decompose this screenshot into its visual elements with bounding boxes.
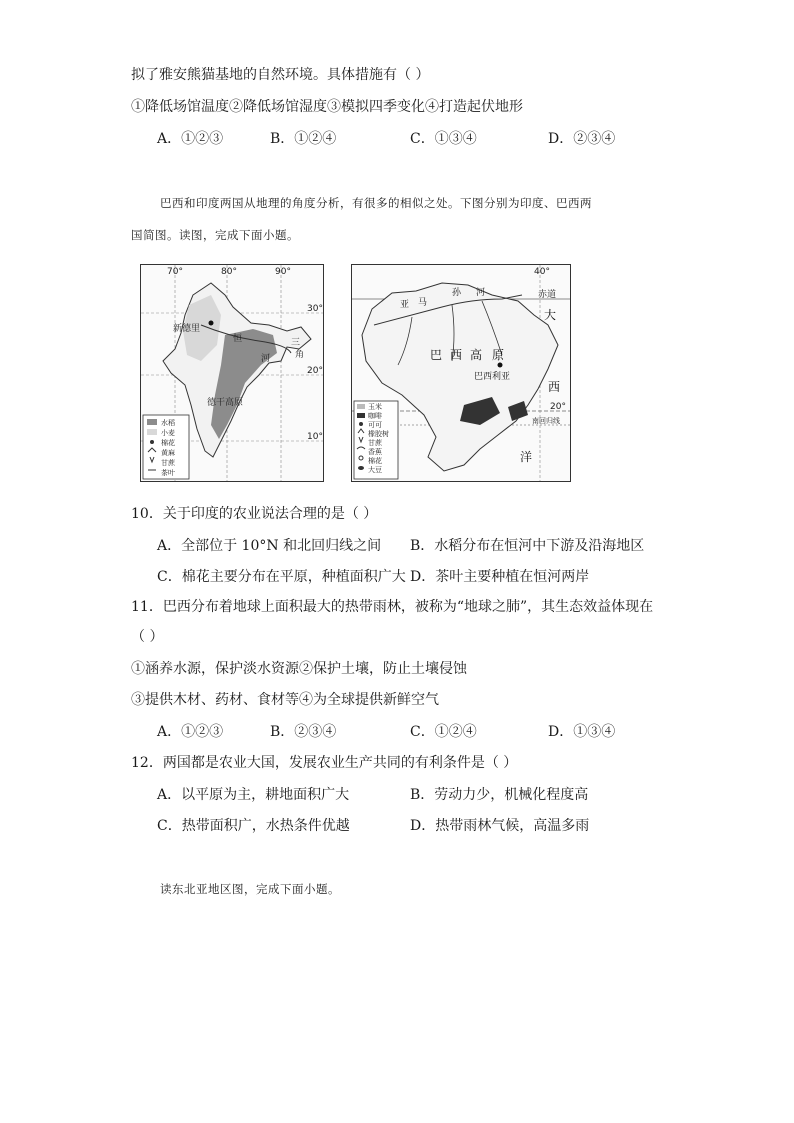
lat-label-20: 20° [550, 402, 566, 412]
intro-option-a: A．①②③ [157, 131, 224, 147]
legend-cotton-swatch [150, 440, 154, 444]
label-deccan: 德干高原 [207, 398, 244, 408]
label-sun: 孙 [452, 288, 462, 298]
label-he: 河 [476, 288, 486, 298]
intro-line-1: 拟了雅安熊猫基地的自然环境。具体措施有（ ） [131, 67, 430, 83]
label-da: 大 [544, 308, 557, 322]
legend-cocoa: 可可 [368, 421, 382, 429]
q11-stem-paren: （ ） [131, 629, 164, 645]
equator-label: 赤道 [538, 290, 557, 300]
label-brasilia: 巴西利亚 [474, 372, 511, 382]
legend-rice: 水稻 [161, 419, 175, 427]
lat-label-30: 30° [307, 304, 323, 314]
lon-label-90: 90° [275, 267, 291, 277]
legend-banana: 香蕉 [368, 448, 382, 456]
label-he: 河 [261, 354, 271, 364]
q10-option-d: D．茶叶主要种植在恒河两岸 [410, 569, 590, 585]
q12-stem: 12．两国都是农业大国，发展农业生产共同的有利条件是（ ） [131, 755, 518, 771]
legend-coffee: 咖啡 [368, 412, 382, 420]
q11-items-2: ③提供木材、药材、食材等④为全球提供新鲜空气 [131, 692, 439, 708]
brasilia-dot [498, 363, 503, 368]
q12-option-d: D．热带雨林气候，高温多雨 [410, 818, 590, 834]
q10-stem: 10．关于印度的农业说法合理的是（ ） [131, 506, 378, 522]
label-jiao: 角 [295, 350, 305, 360]
intro-option-b: B．①②④ [270, 131, 337, 147]
label-ya: 亚 [400, 300, 410, 310]
q10-option-a: A．全部位于 10°N 和北回归线之间 [157, 538, 382, 554]
label-san: 三 [291, 338, 301, 348]
label-gao: 高 [470, 348, 483, 362]
q11-option-d: D．①③④ [548, 724, 616, 740]
intro-line-2: ①降低场馆温度②降低场馆湿度③模拟四季变化④打造起伏地形 [131, 99, 523, 115]
legend-wheat-swatch [147, 429, 157, 435]
lon-label-40: 40° [534, 267, 550, 277]
q11-option-c: C．①②④ [410, 724, 477, 740]
label-xi-ocean: 西 [548, 380, 561, 394]
legend-corn: 玉米 [368, 403, 382, 411]
label-xi: 西 [450, 348, 463, 362]
q12-option-c: C．热带面积广，水热条件优越 [157, 818, 350, 834]
q10-option-b: B．水稻分布在恒河中下游及沿海地区 [410, 538, 645, 554]
passage-line-2: 国简图。读图，完成下面小题。 [131, 228, 299, 242]
label-ma: 马 [418, 298, 428, 308]
intro-option-c: C．①③④ [410, 131, 477, 147]
legend-rice-swatch [147, 419, 157, 425]
q12-option-a: A．以平原为主，耕地面积广大 [157, 787, 350, 803]
closing-line: 读东北亚地区图，完成下面小题。 [160, 882, 340, 896]
legend-wheat: 小麦 [161, 429, 175, 437]
q12-option-b: B．劳动力少，机械化程度高 [410, 787, 589, 803]
tropic-label: 南回归线 [532, 417, 560, 425]
legend-soybean-swatch [358, 466, 364, 470]
legend-soybean: 大豆 [368, 466, 382, 474]
intro-option-d: D．②③④ [548, 131, 616, 147]
label-new-delhi: 新德里 [173, 324, 201, 334]
lon-label-80: 80° [221, 267, 237, 277]
label-yang: 洋 [520, 450, 533, 464]
new-delhi-dot [209, 321, 214, 326]
india-map [140, 264, 324, 482]
legend-jute: 黄麻 [161, 449, 175, 457]
legend-coffee-swatch [357, 413, 365, 418]
legend-sugarcane: 甘蔗 [368, 439, 382, 447]
q10-option-c: C．棉花主要分布在平原，种植面积广大 [157, 569, 406, 585]
lat-label-10: 10° [307, 432, 323, 442]
lon-label-70: 70° [167, 267, 183, 277]
label-heng: 恒 [233, 334, 243, 344]
passage-line-1: 巴西和印度两国从地理的角度分析，有很多的相似之处。下图分别为印度、巴西两 [160, 196, 592, 210]
q11-option-a: A．①②③ [157, 724, 224, 740]
legend-corn-swatch [357, 404, 365, 409]
brazil-map [351, 264, 571, 482]
legend-cotton: 棉花 [368, 457, 382, 465]
legend-rubber: 橡胶树 [368, 430, 389, 438]
q11-stem: 11．巴西分布着地球上面积最大的热带雨林，被称为“地球之肺”，其生态效益体现在 [131, 599, 654, 615]
legend-tea: 茶叶 [161, 469, 175, 477]
legend-cotton: 棉花 [161, 439, 175, 447]
label-yuan: 原 [492, 348, 505, 362]
lat-label-20: 20° [307, 366, 323, 376]
legend-sugarcane: 甘蔗 [161, 459, 175, 467]
legend-cocoa-swatch [359, 422, 363, 426]
q11-items-1: ①涵养水源，保护淡水资源②保护土壤，防止土壤侵蚀 [131, 661, 467, 677]
q11-option-b: B．②③④ [270, 724, 337, 740]
label-ba: 巴 [430, 348, 443, 362]
